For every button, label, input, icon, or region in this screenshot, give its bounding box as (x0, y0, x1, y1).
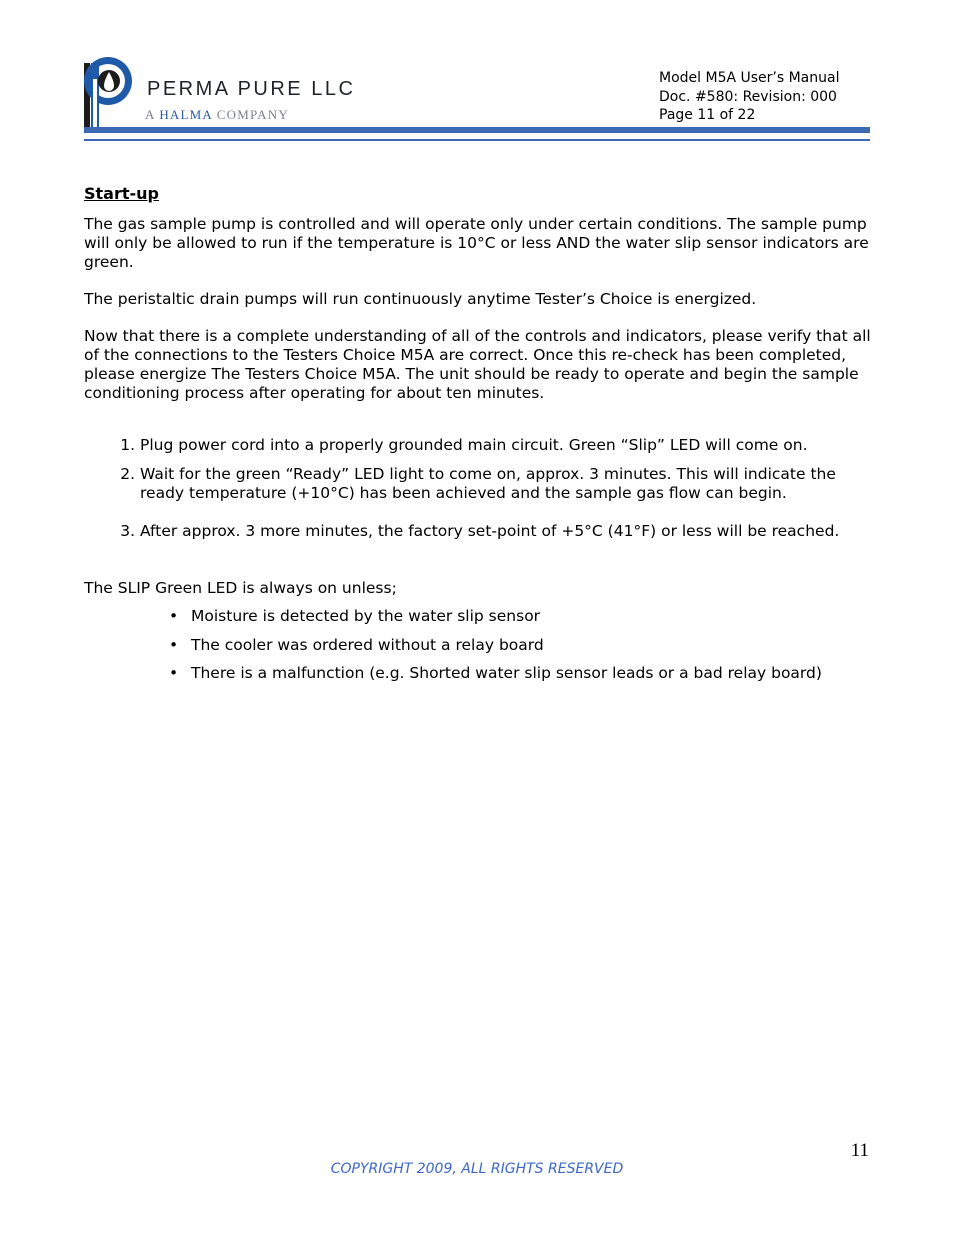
list-item (169, 664, 874, 683)
company-name: PERMA PURE LLC (147, 78, 356, 100)
bullet-icon: • (169, 635, 179, 654)
list-item (169, 607, 874, 626)
section-heading: Start-up (84, 184, 159, 203)
perma-pure-p-logo-icon (82, 55, 134, 130)
paragraph: The gas sample pump is controlled and will operate only under certain conditions. The sample pump will only be allowed to run if the temperature is 10°C or less AND the water slip sensor indicators are green. (84, 215, 869, 271)
page-content (84, 184, 874, 693)
startup-steps-list (84, 436, 874, 541)
list-item: 3. After approx. 3 more minutes, the factory set-point of +5°C (41°F) or less will be reached. (140, 522, 874, 541)
list-item-text: Moisture is detected by the water slip sensor (191, 607, 541, 625)
list-item (169, 635, 874, 655)
slip-led-intro: The SLIP Green LED is always on unless; (84, 579, 397, 597)
subtitle-prefix: A (145, 107, 160, 122)
list-item: 1. Plug power cord into a properly grounded main circuit. Green “Slip” LED will come on. (140, 436, 874, 455)
subtitle-halma: HALMA (159, 107, 213, 122)
page-number: 11 (850, 1140, 869, 1161)
document-info (659, 69, 839, 125)
doc-number: Doc. #580: Revision: 000 (659, 88, 837, 105)
list-item: 2. Wait for the green “Ready” LED light to come on, approx. 3 minutes. This will indicate the ready temperature (+10°C) has been achieved and the sample gas flow can begin. (140, 465, 874, 503)
doc-page: Page 11 of 22 (659, 107, 756, 123)
list-item-text: There is a malfunction (e.g. Shorted water slip sensor leads or a bad relay board) (191, 664, 822, 682)
paragraph: The peristaltic drain pumps will run continuously anytime Tester’s Choice is energized. (84, 290, 757, 308)
list-item-text: The cooler was ordered without a relay board (191, 635, 544, 654)
company-subtitle (145, 107, 289, 123)
slip-conditions-list (84, 607, 874, 683)
doc-model: Model M5A User’s Manual (659, 70, 840, 86)
header-rule-thick (84, 127, 870, 133)
bullet-icon: • (169, 607, 179, 625)
header-rule-thin (84, 139, 870, 141)
paragraph: Now that there is a complete understanding of all of the controls and indicators, please verify that all of the connections to the Testers Choice M5A are correct. Once this re-check has been completed, please energize The Testers Choice M5A. The unit should be ready to operate and begin the sample conditioning process after operating for about ten minutes. (84, 327, 871, 402)
bullet-icon: • (169, 664, 179, 682)
subtitle-suffix: COMPANY (212, 107, 289, 122)
copyright-notice: COPYRIGHT 2009, ALL RIGHTS RESERVED (330, 1161, 624, 1177)
